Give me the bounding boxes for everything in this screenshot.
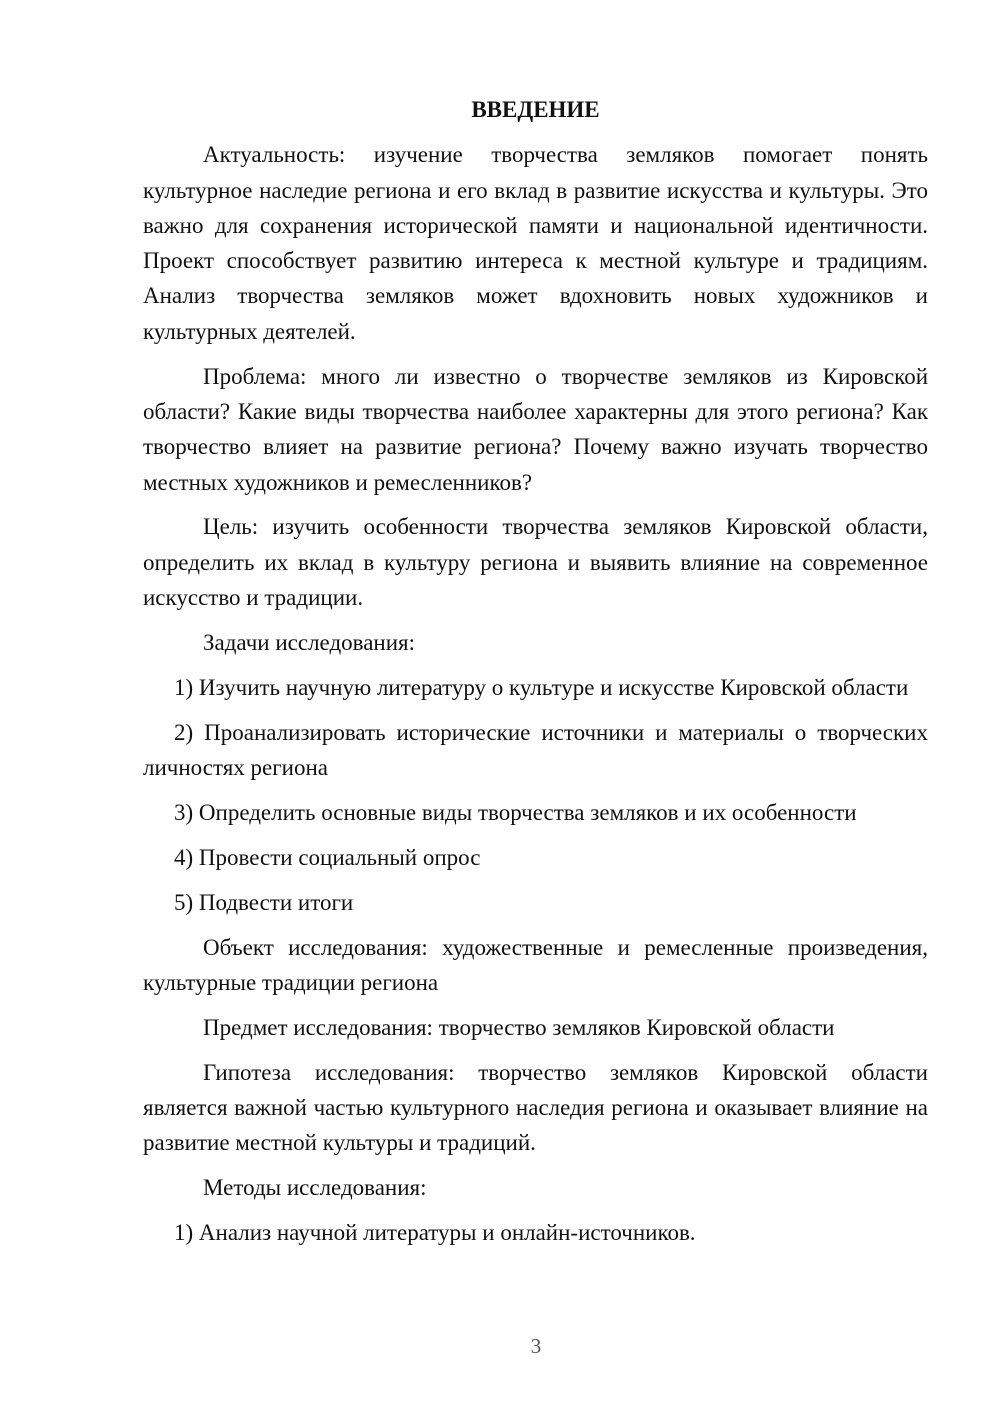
tasks-heading: Задачи исследования: — [203, 629, 416, 655]
method-item: 1) Анализ научной литературы и онлайн-источников. — [174, 1220, 696, 1246]
hypothesis-paragraph: Гипотеза исследования: творчество земляков Кировской области является важной частью культурного наследия региона и оказывает влияние на развитие местной культуры и традиций. — [143, 1059, 928, 1156]
task-item: 3) Определить основные виды творчества земляков и их особенности — [174, 799, 857, 825]
subject-paragraph: Предмет исследования: творчество земляков Кировской области — [203, 1014, 835, 1040]
task-item: 5) Подвести итоги — [174, 889, 354, 915]
task-item: 4) Провести социальный опрос — [174, 844, 481, 870]
section-title: ВВЕДЕНИЕ — [471, 97, 600, 122]
problem-paragraph: Проблема: много ли известно о творчестве земляков из Кировской области? Какие виды творчества наиболее характерны для этого региона? Как творчество влияет на развитие региона? Почему важно изучать творчество местных художников и ремесленников? — [143, 363, 928, 495]
document-page — [143, 92, 928, 1260]
task-item: 2) Проанализировать исторические источники и материалы о творческих личностях региона — [143, 719, 928, 781]
relevance-paragraph: Актуальность: изучение творчества земляков помогает понять культурное наследие региона и его вклад в развитие искусства и культуры. Это важно для сохранения исторической памяти и национальной идентичности. Проект способствует развитию интереса к местной культуре и традициям. Анализ творчества земляков может вдохновить новых художников и культурных деятелей. — [143, 142, 928, 344]
goal-paragraph: Цель: изучить особенности творчества земляков Кировской области, определить их вклад в культуру региона и выявить влияние на современное искусство и традиции. — [143, 514, 928, 611]
task-item: 1) Изучить научную литературу о культуре и искусстве Кировской области — [174, 674, 909, 700]
page-number: 3 — [530, 1334, 542, 1358]
object-paragraph: Объект исследования: художественные и ремесленные произведения, культурные традиции региона — [143, 934, 928, 995]
methods-heading: Методы исследования: — [203, 1175, 427, 1201]
